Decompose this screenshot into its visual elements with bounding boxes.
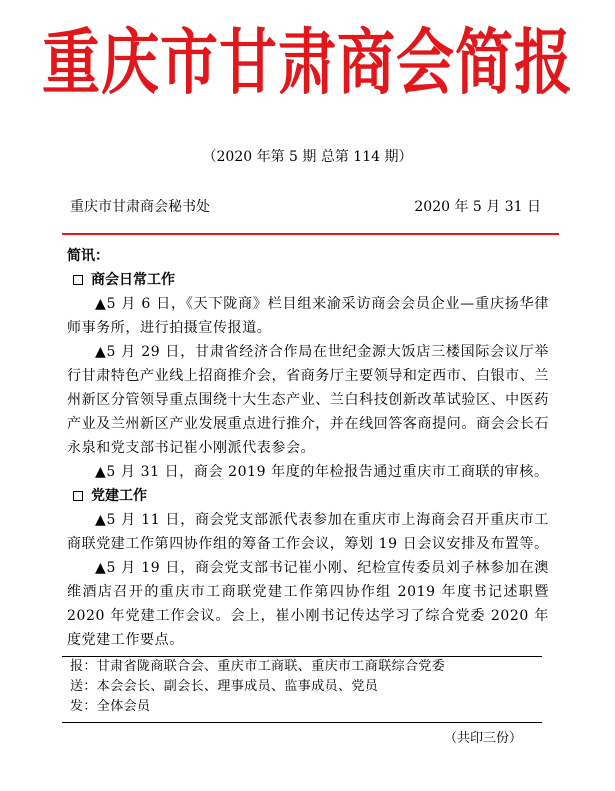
bulletin-body [67, 244, 549, 652]
issue-date: 2020 年 5 月 31 日 [414, 199, 541, 215]
report-to: 报：甘肃省陇商联合会、重庆市工商联、重庆市工商联综合党委 [70, 659, 446, 674]
issue-to: 发：全体会员 [70, 699, 151, 714]
section-heading-daily-work [67, 268, 549, 292]
section-title: 商会日常工作 [91, 272, 175, 288]
masthead-title: 重庆市甘肃商会简报 [41, 21, 573, 105]
news-item: ▲5 月 6 日，《天下陇商》栏目组来渝采访商会会员企业—重庆扬华律师事务所，进行拍摄宣传报道。 [67, 296, 549, 336]
news-item: ▲5 月 31 日，商会 2019 年度的年检报告通过重庆市工商联的审核。 [95, 464, 549, 480]
checkbox-icon [73, 491, 83, 501]
brief-heading: 简讯： [67, 248, 109, 264]
checkbox-icon [73, 275, 83, 285]
distribution-list [70, 657, 550, 717]
red-divider [62, 233, 559, 235]
news-item: ▲5 月 11 日，商会党支部派代表参加在重庆市上海商会召开重庆市工商联党建工作第四协作组的筹备工作会议，筹划 19 日会议安排及布置等。 [67, 512, 549, 552]
footer-divider-bottom [62, 722, 542, 723]
section-title: 党建工作 [91, 488, 147, 504]
section-heading-party-work [67, 484, 549, 508]
copies-note: （共印三份） [443, 731, 522, 746]
news-item: ▲5 月 19 日，商会党支部书记崔小刚、纪检宣传委员刘子林参加在澳维酒店召开的重庆市工商联党建工作第四协作组 2019 年度书记述职暨 2020 年党建工作会议。会上，崔小刚书记传达学习了综合党委 2020 年度党建工作要点。 [67, 560, 549, 648]
send-to: 送：本会会长、副会长、理事成员、监事成员、党员 [70, 679, 379, 694]
issue-line: （2020 年第 5 期 总第 114 期） [202, 149, 413, 165]
issuer: 重庆市甘肃商会秘书处 [70, 199, 210, 215]
meta-row [70, 197, 541, 217]
news-item: ▲5 月 29 日，甘肃省经济合作局在世纪金源大饭店三楼国际会议厅举行甘肃特色产业线上招商推介会，省商务厅主要领导和定西市、白银市、兰州新区分管领导重点围绕十大生态产业、兰白科技创新改革试验区、中医药产业及兰州新区产业发展重点进行推介，并在线回答客商提问。商会会长石永泉和党支部书记崔小刚派代表参会。 [67, 344, 549, 456]
